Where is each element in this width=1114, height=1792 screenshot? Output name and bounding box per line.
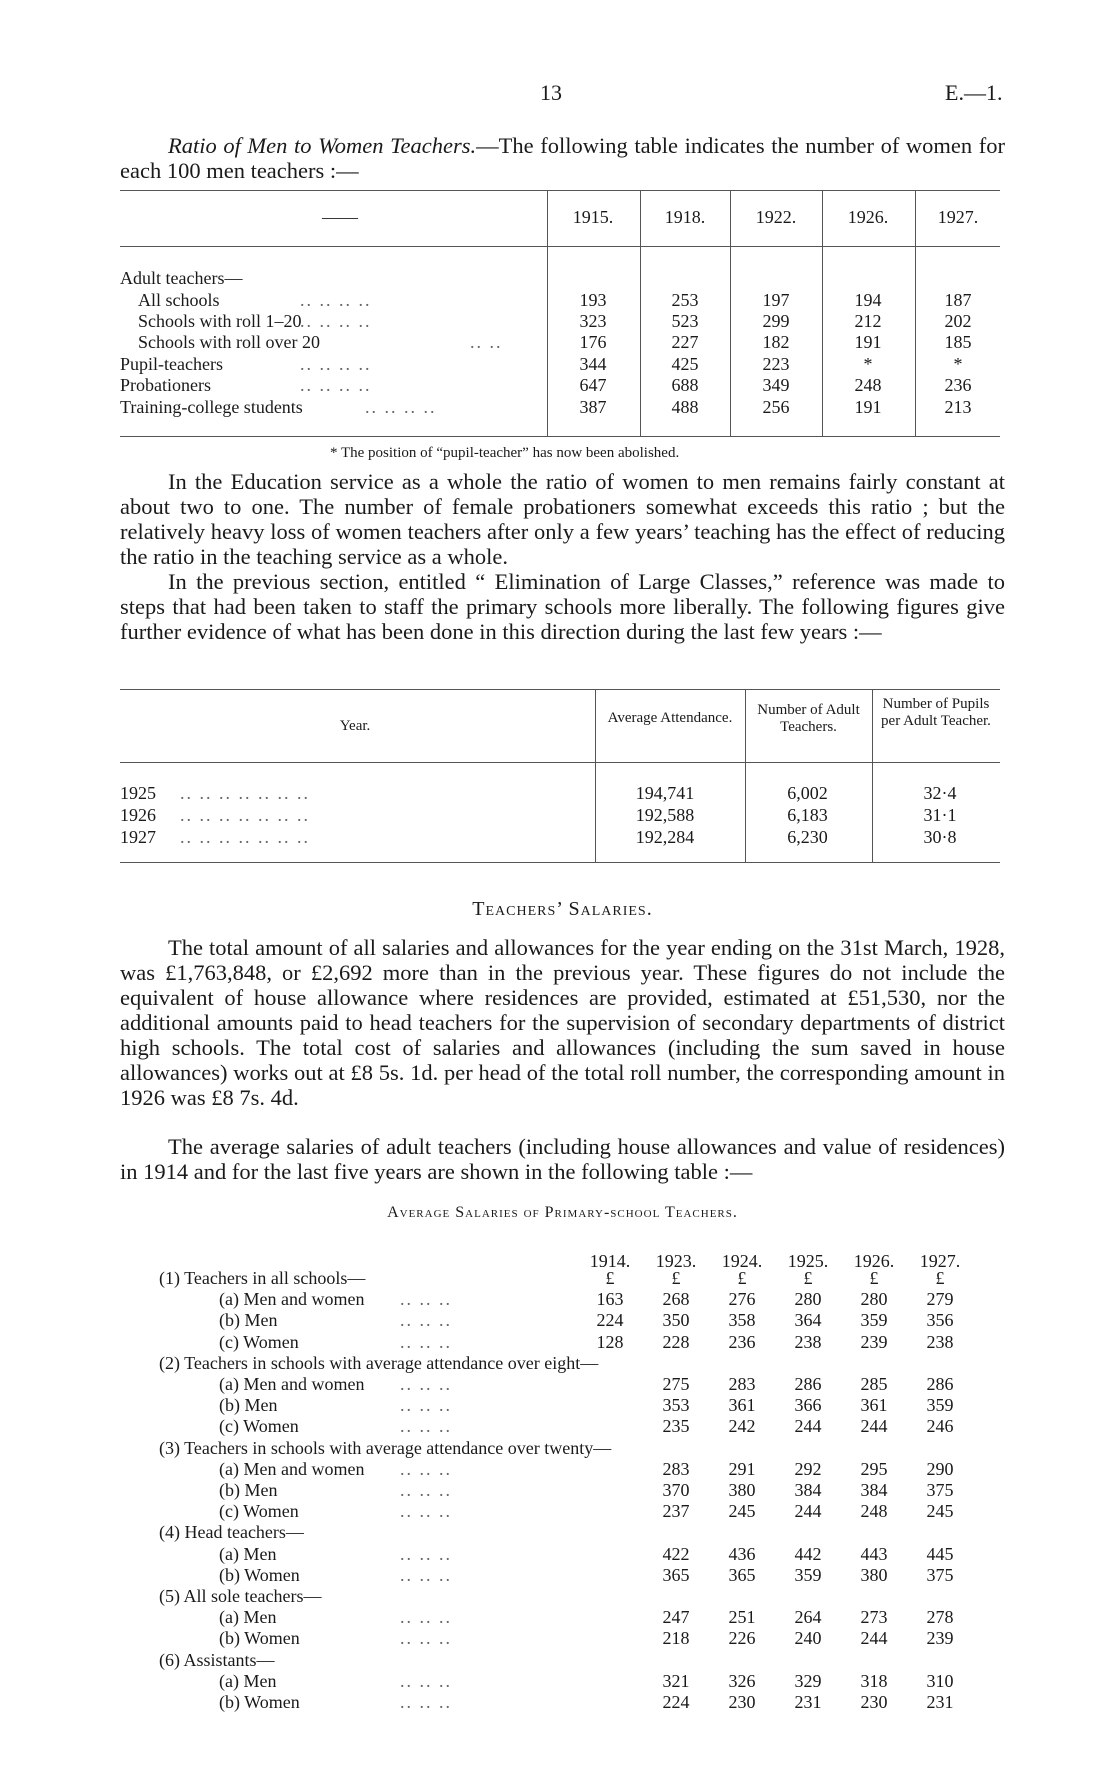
table-cell: 230 bbox=[860, 1692, 888, 1712]
table-cell: 353 bbox=[662, 1395, 690, 1415]
table-cell: 248 bbox=[860, 1501, 888, 1521]
table-cell: 197 bbox=[762, 290, 790, 310]
table-cell: 523 bbox=[671, 311, 699, 331]
table-cell: 244 bbox=[860, 1628, 888, 1648]
row-label: (a) Men bbox=[219, 1607, 277, 1627]
table-cell: 387 bbox=[579, 397, 607, 417]
table-cell: 380 bbox=[728, 1480, 756, 1500]
table-header-rule bbox=[120, 246, 1000, 247]
table-cell: 361 bbox=[860, 1395, 888, 1415]
table-cell: 283 bbox=[728, 1374, 756, 1394]
table-cell: 280 bbox=[794, 1289, 822, 1309]
leader-dots: .. .. .. .. bbox=[300, 290, 372, 310]
ratio-paragraph: In the Education service as a whole the ratio of women to men remains fairly constant at about two to one. The number of female probationers somewhat exceeds this ratio ; but the relatively heavy loss of women teachers after only a few years’ teaching has the effect of reducing the ratio in the teaching service as a whole. bbox=[120, 469, 1005, 569]
table-cell: 375 bbox=[926, 1565, 954, 1585]
table-cell: 366 bbox=[794, 1395, 822, 1415]
table-cell: 286 bbox=[926, 1374, 954, 1394]
year-header: 1926. bbox=[853, 1251, 895, 1271]
table-cell: 443 bbox=[860, 1544, 888, 1564]
table-cell: 356 bbox=[926, 1310, 954, 1330]
table-cell: 247 bbox=[662, 1607, 690, 1627]
table-cell: 224 bbox=[662, 1692, 690, 1712]
column-header: Year. bbox=[339, 718, 371, 734]
table-cell: * bbox=[863, 354, 873, 374]
table-cell: 264 bbox=[794, 1607, 822, 1627]
row-label: Probationers bbox=[120, 375, 211, 395]
table-cell: 228 bbox=[662, 1332, 690, 1352]
leader-dots: .. .. .. .. .. .. .. bbox=[180, 783, 310, 803]
row-label: (a) Men and women bbox=[219, 1374, 365, 1394]
table-cell: 191 bbox=[854, 332, 882, 352]
row-label: Schools with roll over 20 bbox=[138, 332, 320, 352]
table-cell: 275 bbox=[662, 1374, 690, 1394]
year-header: 1923. bbox=[655, 1251, 697, 1271]
intro-paragraph bbox=[120, 133, 1005, 183]
table-cell: 239 bbox=[926, 1628, 954, 1648]
table-cell: 291 bbox=[728, 1459, 756, 1479]
table-cell: 245 bbox=[926, 1501, 954, 1521]
year-header: 1924. bbox=[721, 1251, 763, 1271]
row-label: (b) Women bbox=[219, 1628, 300, 1648]
table-cell: 202 bbox=[944, 311, 972, 331]
pupils-cell: 30·8 bbox=[923, 827, 957, 847]
leader-dots: .. .. .. bbox=[400, 1544, 452, 1564]
leader-dots: .. .. .. bbox=[400, 1501, 452, 1521]
year-header: 1914. bbox=[589, 1251, 631, 1271]
table-cell: 268 bbox=[662, 1289, 690, 1309]
table-cell: 359 bbox=[926, 1395, 954, 1415]
group-label: (2) Teachers in schools with average attendance over eight— bbox=[159, 1353, 599, 1373]
table-cell: 326 bbox=[728, 1671, 756, 1691]
column-rule bbox=[595, 689, 596, 862]
table-cell: 244 bbox=[860, 1416, 888, 1436]
row-label: Training-college students bbox=[120, 397, 303, 417]
leader-dots: .. .. .. bbox=[400, 1628, 452, 1648]
leader-dots: .. .. .. bbox=[400, 1395, 452, 1415]
teachers-cell: 6,230 bbox=[787, 827, 828, 847]
leader-dots: .. .. .. .. .. .. .. bbox=[180, 805, 310, 825]
currency-unit: £ bbox=[737, 1268, 747, 1288]
table-cell: 365 bbox=[662, 1565, 690, 1585]
leader-dots: .. .. .. .. bbox=[300, 375, 372, 395]
table-cell: 280 bbox=[860, 1289, 888, 1309]
column-rule bbox=[730, 190, 731, 436]
leader-dots: .. .. .. bbox=[400, 1416, 452, 1436]
year-header: 1926. bbox=[847, 207, 889, 227]
leader-dots: .. .. .. .. bbox=[300, 311, 372, 331]
table-cell: 364 bbox=[794, 1310, 822, 1330]
table-bottom-rule bbox=[120, 436, 1000, 437]
page-number: 13 bbox=[540, 80, 562, 105]
intro-text: —The following table indicates the number of women for each 100 men teachers :— bbox=[120, 133, 1006, 183]
salaries-heading: Teachers’ Salaries. bbox=[472, 898, 653, 920]
table-cell: 276 bbox=[728, 1289, 756, 1309]
table-cell: 244 bbox=[794, 1416, 822, 1436]
table-cell: 182 bbox=[762, 332, 790, 352]
table-cell: * bbox=[953, 354, 963, 374]
year-header: 1915. bbox=[572, 207, 614, 227]
table-header-rule bbox=[120, 762, 1000, 763]
column-rule bbox=[915, 190, 916, 436]
table-cell: 245 bbox=[728, 1501, 756, 1521]
table-cell: 295 bbox=[860, 1459, 888, 1479]
column-header: Average Attendance. bbox=[607, 710, 733, 726]
column-rule bbox=[640, 190, 641, 436]
table-cell: 193 bbox=[579, 290, 607, 310]
table-cell: 238 bbox=[794, 1332, 822, 1352]
leader-dots: .. .. .. bbox=[400, 1289, 452, 1309]
table-cell: 310 bbox=[926, 1671, 954, 1691]
table-cell: 194 bbox=[854, 290, 882, 310]
row-label: (b) Men bbox=[219, 1310, 278, 1330]
average-salaries-paragraph: The average salaries of adult teachers (including house allowances and value of residences) in 1914 and for the last five years are shown in the following table :— bbox=[120, 1134, 1005, 1184]
year-header: 1927. bbox=[937, 207, 979, 227]
table-cell: 365 bbox=[728, 1565, 756, 1585]
attendance-cell: 194,741 bbox=[635, 783, 695, 803]
table-cell: 239 bbox=[860, 1332, 888, 1352]
table-cell: 218 bbox=[662, 1628, 690, 1648]
table-cell: 445 bbox=[926, 1544, 954, 1564]
group-label: (6) Assistants— bbox=[159, 1650, 275, 1670]
table-cell: 235 bbox=[662, 1416, 690, 1436]
row-label: (c) Women bbox=[219, 1501, 299, 1521]
table-cell: 321 bbox=[662, 1671, 690, 1691]
table-cell: 256 bbox=[762, 397, 790, 417]
leader-dots: .. .. .. bbox=[400, 1565, 452, 1585]
table-cell: 286 bbox=[794, 1374, 822, 1394]
group-label: Adult teachers— bbox=[120, 268, 243, 288]
row-label: All schools bbox=[138, 290, 220, 310]
table-cell: 285 bbox=[860, 1374, 888, 1394]
table-cell: 227 bbox=[671, 332, 699, 352]
table-cell: 688 bbox=[671, 375, 699, 395]
currency-unit: £ bbox=[935, 1268, 945, 1288]
leader-dots: .. .. .. .. bbox=[300, 354, 372, 374]
table-cell: 231 bbox=[926, 1692, 954, 1712]
row-label: (b) Women bbox=[219, 1565, 300, 1585]
attendance-cell: 192,588 bbox=[635, 805, 695, 825]
table-cell: 292 bbox=[794, 1459, 822, 1479]
table-cell: 283 bbox=[662, 1459, 690, 1479]
currency-unit: £ bbox=[671, 1268, 681, 1288]
leader-dots: .. .. .. bbox=[400, 1459, 452, 1479]
table-cell: 436 bbox=[728, 1544, 756, 1564]
row-label: (a) Men and women bbox=[219, 1459, 365, 1479]
year-header: 1918. bbox=[664, 207, 706, 227]
table-cell: 384 bbox=[860, 1480, 888, 1500]
column-rule bbox=[822, 190, 823, 436]
row-label: (c) Women bbox=[219, 1332, 299, 1352]
leader-dots: .. .. .. bbox=[400, 1671, 452, 1691]
table-cell: 238 bbox=[926, 1332, 954, 1352]
large-classes-paragraph: In the previous section, entitled “ Elimination of Large Classes,” reference was made to steps that had been taken to staff the primary schools more liberally. The following figures give further evidence of what has been done in this direction during the last few years :— bbox=[120, 569, 1005, 644]
table-cell: 176 bbox=[579, 332, 607, 352]
table-cell: 185 bbox=[944, 332, 972, 352]
teachers-cell: 6,002 bbox=[787, 783, 828, 803]
table-top-rule bbox=[120, 689, 1000, 690]
table-cell: 187 bbox=[944, 290, 972, 310]
table-cell: 384 bbox=[794, 1480, 822, 1500]
table-cell: 248 bbox=[854, 375, 882, 395]
year-label: 1927 bbox=[120, 827, 156, 847]
row-label: (b) Men bbox=[219, 1395, 278, 1415]
currency-unit: £ bbox=[803, 1268, 813, 1288]
table-cell: 278 bbox=[926, 1607, 954, 1627]
table-cell: 488 bbox=[671, 397, 699, 417]
year-label: 1926 bbox=[120, 805, 156, 825]
column-header: Number of Adult Teachers. bbox=[757, 702, 860, 735]
column-header: Number of Pupils per Adult Teacher. bbox=[881, 696, 991, 729]
leader-dots: .. .. .. bbox=[400, 1607, 452, 1627]
table-cell: 236 bbox=[944, 375, 972, 395]
document-code: E.—1. bbox=[945, 80, 1003, 105]
table-cell: 358 bbox=[728, 1310, 756, 1330]
table-cell: 323 bbox=[579, 311, 607, 331]
attendance-cell: 192,284 bbox=[635, 827, 695, 847]
table-cell: 128 bbox=[596, 1332, 624, 1352]
table-cell: 242 bbox=[728, 1416, 756, 1436]
group-label: (5) All sole teachers— bbox=[159, 1586, 322, 1606]
intro-italic: Ratio of Men to Women Teachers. bbox=[168, 133, 477, 158]
table-cell: 329 bbox=[794, 1671, 822, 1691]
table-cell: 223 bbox=[762, 354, 790, 374]
table-cell: 425 bbox=[671, 354, 699, 374]
currency-unit: £ bbox=[869, 1268, 879, 1288]
table-cell: 318 bbox=[860, 1671, 888, 1691]
salaries-paragraph: The total amount of all salaries and allowances for the year ending on the 31st March, 1928, was £1,763,848, or £2,692 more than in the previous year. These figures do not include the equivalent of house allowance where residences are provided, estimated at £51,530, nor the additional amounts paid to head teachers for the supervision of secondary departments of district high schools. The total cost of salaries and allowances (including the sum saved in house allowances) works out at £8 5s. 1d. per head of the total roll number, the corresponding amount in 1926 was £8 7s. 4d. bbox=[120, 935, 1005, 1110]
table-cell: 279 bbox=[926, 1289, 954, 1309]
currency-unit: £ bbox=[605, 1268, 615, 1288]
table-cell: 370 bbox=[662, 1480, 690, 1500]
table-cell: 224 bbox=[596, 1310, 624, 1330]
leader-dots: .. .. .. .. bbox=[365, 397, 437, 417]
table-cell: 230 bbox=[728, 1692, 756, 1712]
leader-dots: .. .. .. bbox=[400, 1374, 452, 1394]
table-cell: 361 bbox=[728, 1395, 756, 1415]
row-label: (b) Men bbox=[219, 1480, 278, 1500]
table-cell: 442 bbox=[794, 1544, 822, 1564]
group-label: (3) Teachers in schools with average attendance over twenty— bbox=[159, 1438, 612, 1458]
table-cell: 163 bbox=[596, 1289, 624, 1309]
row-label: (a) Men bbox=[219, 1544, 277, 1564]
leader-dots: .. .. .. bbox=[400, 1310, 452, 1330]
table-cell: 253 bbox=[671, 290, 699, 310]
year-label: 1925 bbox=[120, 783, 156, 803]
corner-dash: —— bbox=[322, 207, 358, 227]
table-cell: 236 bbox=[728, 1332, 756, 1352]
table-cell: 191 bbox=[854, 397, 882, 417]
table-cell: 212 bbox=[854, 311, 882, 331]
table-cell: 244 bbox=[794, 1501, 822, 1521]
pupils-cell: 32·4 bbox=[923, 783, 957, 803]
table-cell: 299 bbox=[762, 311, 790, 331]
table-cell: 251 bbox=[728, 1607, 756, 1627]
pupils-cell: 31·1 bbox=[923, 805, 957, 825]
table-cell: 359 bbox=[794, 1565, 822, 1585]
leader-dots: .. .. .. bbox=[400, 1480, 452, 1500]
leader-dots: .. .. .. .. .. .. .. bbox=[180, 827, 310, 847]
row-label: (c) Women bbox=[219, 1416, 299, 1436]
table-footnote: * The position of “pupil-teacher” has now been abolished. bbox=[330, 445, 680, 461]
table-cell: 344 bbox=[579, 354, 607, 374]
table-top-rule bbox=[120, 190, 1000, 191]
column-rule bbox=[547, 190, 548, 436]
teachers-cell: 6,183 bbox=[787, 805, 828, 825]
table-cell: 349 bbox=[762, 375, 790, 395]
group-label: (4) Head teachers— bbox=[159, 1522, 304, 1542]
leader-dots: .. .. bbox=[470, 332, 503, 352]
table-cell: 237 bbox=[662, 1501, 690, 1521]
table-cell: 380 bbox=[860, 1565, 888, 1585]
year-header: 1925. bbox=[787, 1251, 829, 1271]
table-cell: 359 bbox=[860, 1310, 888, 1330]
table-cell: 246 bbox=[926, 1416, 954, 1436]
table-cell: 226 bbox=[728, 1628, 756, 1648]
table-cell: 375 bbox=[926, 1480, 954, 1500]
row-label: Schools with roll 1–20 bbox=[138, 311, 302, 331]
table-cell: 240 bbox=[794, 1628, 822, 1648]
year-header: 1927. bbox=[919, 1251, 961, 1271]
row-label: (a) Men and women bbox=[219, 1289, 365, 1309]
leader-dots: .. .. .. bbox=[400, 1332, 452, 1352]
row-label: (a) Men bbox=[219, 1671, 277, 1691]
table-cell: 350 bbox=[662, 1310, 690, 1330]
table-cell: 213 bbox=[944, 397, 972, 417]
table-cell: 273 bbox=[860, 1607, 888, 1627]
table-bottom-rule bbox=[120, 862, 1000, 863]
row-label: (b) Women bbox=[219, 1692, 300, 1712]
table-cell: 290 bbox=[926, 1459, 954, 1479]
group-label: (1) Teachers in all schools— bbox=[159, 1268, 366, 1288]
table-cell: 422 bbox=[662, 1544, 690, 1564]
table-cell: 231 bbox=[794, 1692, 822, 1712]
leader-dots: .. .. .. bbox=[400, 1692, 452, 1712]
average-salaries-title: Average Salaries of Primary-school Teachers. bbox=[387, 1204, 738, 1221]
row-label: Pupil-teachers bbox=[120, 354, 223, 374]
table-cell: 647 bbox=[579, 375, 607, 395]
year-header: 1922. bbox=[755, 207, 797, 227]
